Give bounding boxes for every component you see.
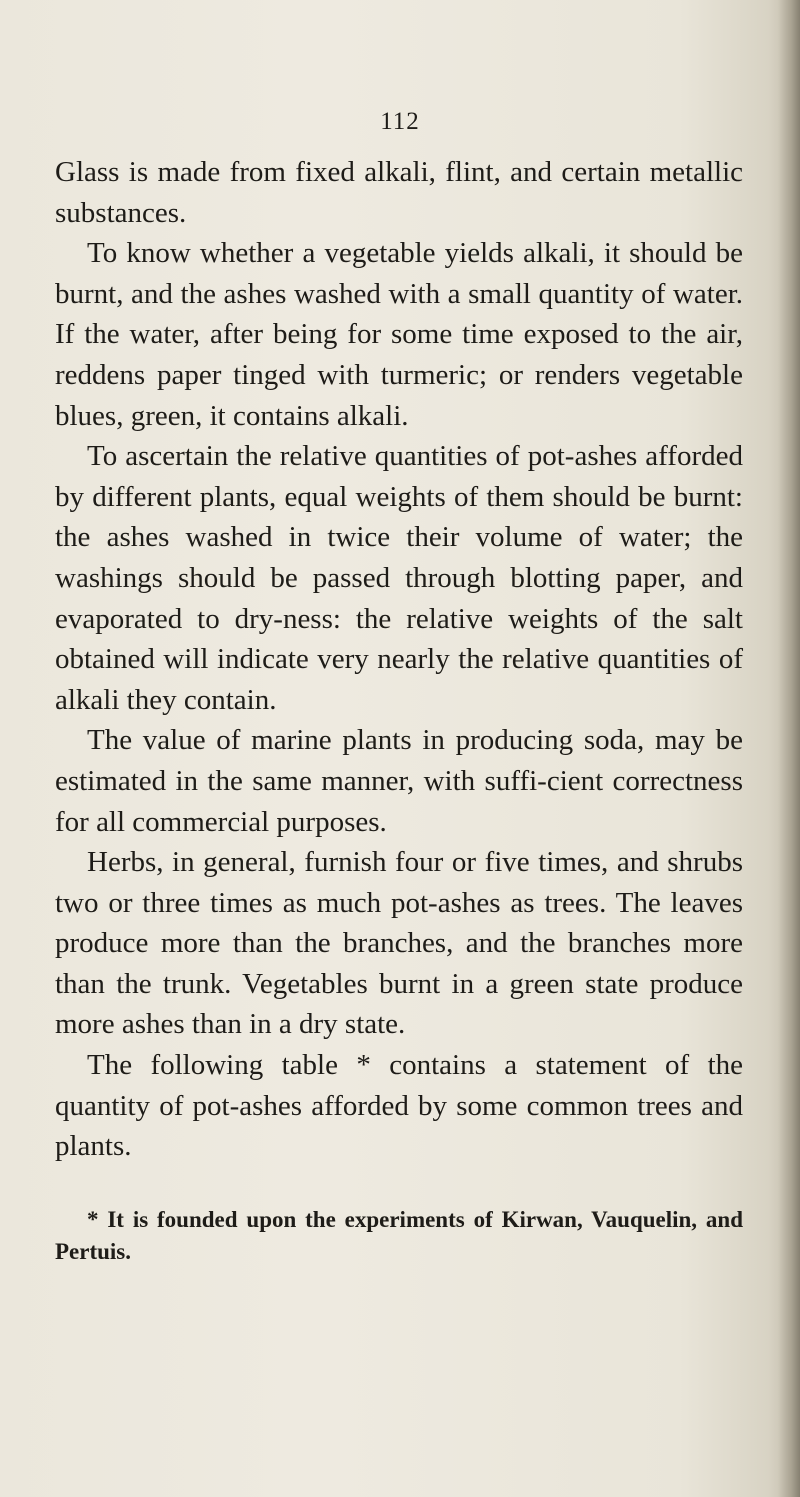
paragraph-glass: Glass is made from fixed alkali, flint, and certain metallic substances. (55, 156, 743, 229)
body-text (55, 152, 743, 1167)
page-edge-shadow (778, 0, 800, 1497)
paragraph-following-table: The following table * contains a statement of the quantity of pot-ashes afforded by some common trees and plants. (55, 1049, 743, 1163)
page-number: 112 (380, 108, 420, 135)
paragraph-marine-plants: The value of marine plants in producing soda, may be estimated in the same manner, with suffi-cient correctness for all commercial purposes. (55, 724, 743, 838)
footnote (55, 1204, 743, 1268)
paragraph-alkali-test: To know whether a vegetable yields alkali, it should be burnt, and the ashes washed with a small quantity of water. If the water, after being for some time exposed to the air, reddens paper tinged with turmeric; or renders vegetable blues, green, it contains alkali. (55, 237, 743, 432)
paragraph-pot-ashes-method: To ascertain the relative quantities of pot-ashes afforded by different plants, equal weights of them should be burnt: the ashes washed in twice their volume of water; the washings should be passed through blotting paper, and evaporated to dry-ness: the relative weights of the salt obtained will indicate very nearly the relative quantities of alkali they contain. (55, 440, 743, 716)
paragraph-herbs-shrubs: Herbs, in general, furnish four or five times, and shrubs two or three times as much pot-ashes as trees. The leaves produce more than the branches, and the branches more than the trunk. Vegetables burnt in a green state produce more ashes than in a dry state. (55, 846, 743, 1041)
footnote-text: * It is founded upon the experiments of Kirwan, Vauquelin, and Pertuis. (55, 1207, 743, 1264)
